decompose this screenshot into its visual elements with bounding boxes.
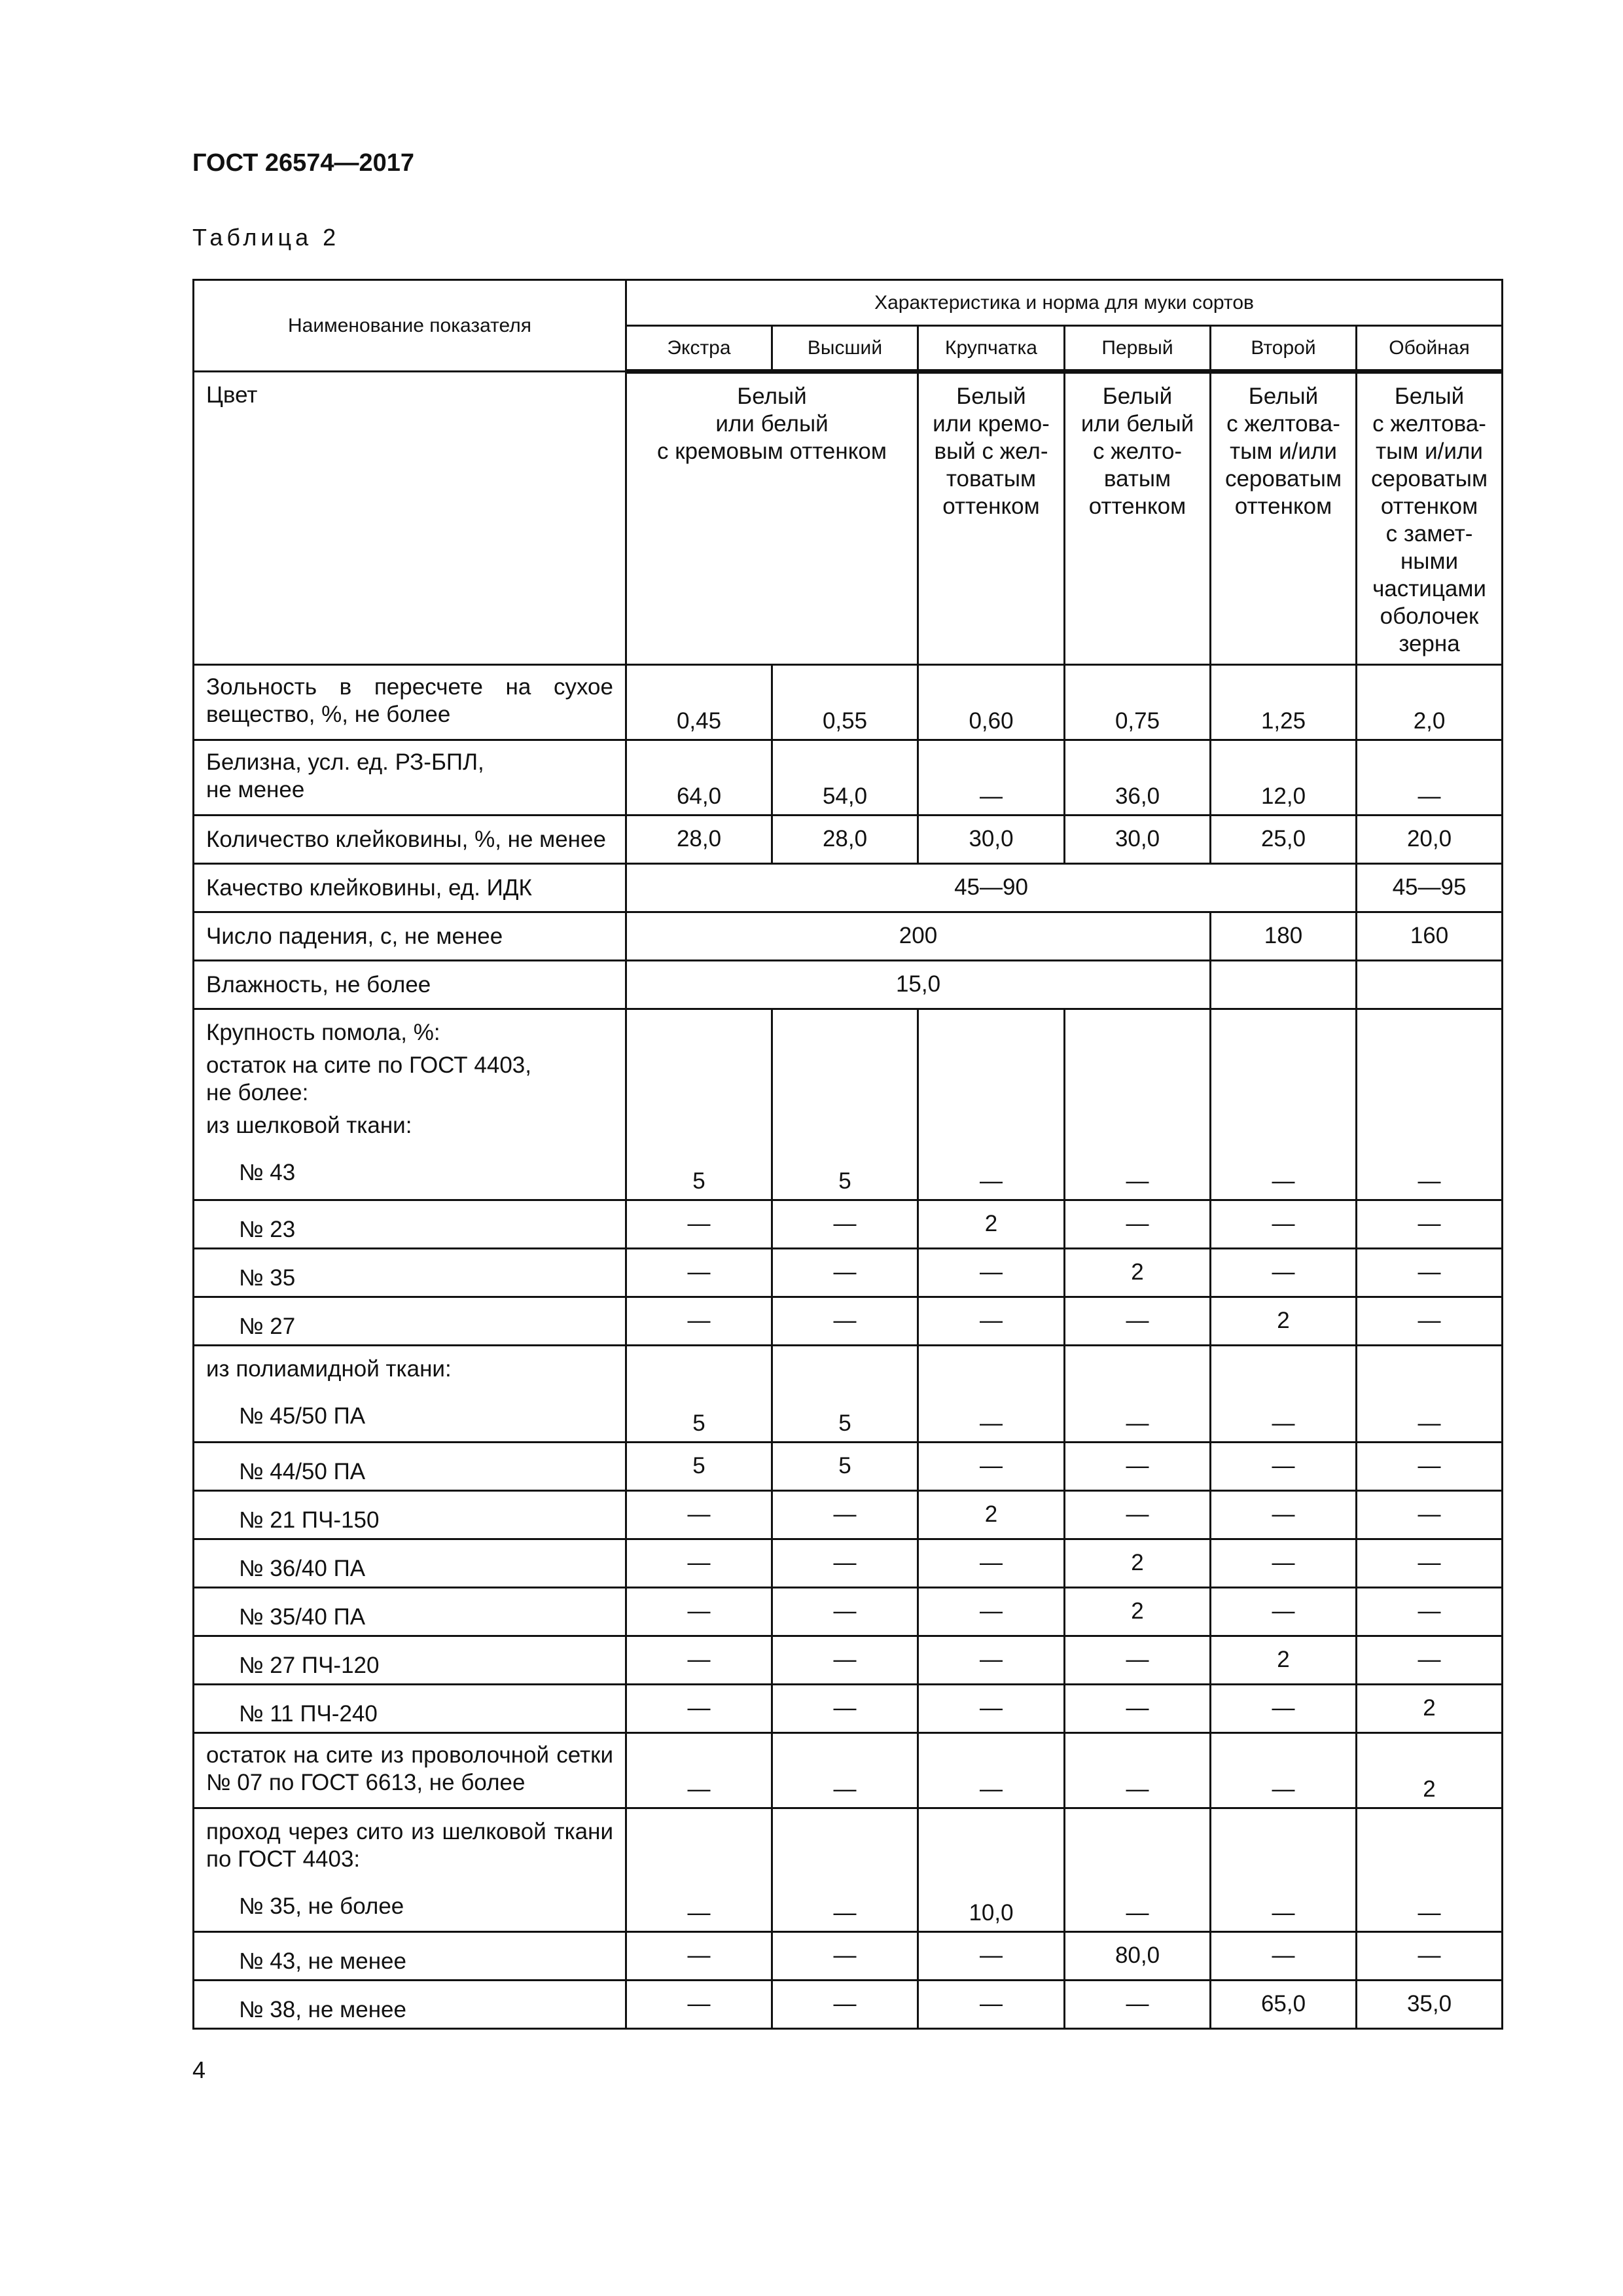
cell-value: — <box>1065 1200 1211 1249</box>
cell-value: 2 <box>918 1200 1065 1249</box>
cell-value: — <box>1357 1297 1503 1346</box>
cell-value: — <box>918 1009 1065 1200</box>
cell-value: — <box>1211 1932 1357 1981</box>
cell-value: — <box>1211 1733 1357 1808</box>
cell-value: — <box>1211 1491 1357 1539</box>
cell-value: 20,0 <box>1357 816 1503 864</box>
cell-value: — <box>1357 1588 1503 1636</box>
cell-value: — <box>772 1636 918 1685</box>
ash-row <box>194 665 1503 740</box>
cell-value: 160 <box>1357 912 1503 961</box>
cell-value: 45—90 <box>626 864 1357 912</box>
cell-value: — <box>772 1297 918 1346</box>
cell-value: — <box>772 1808 918 1932</box>
cell-value: — <box>772 1685 918 1733</box>
cell-value: — <box>1065 1636 1211 1685</box>
cell-value: — <box>1357 1808 1503 1932</box>
row-label <box>194 1346 626 1443</box>
cell-value: — <box>1357 1200 1503 1249</box>
cell-value: 28,0 <box>772 816 918 864</box>
cell-value: — <box>1211 1346 1357 1443</box>
cell-empty <box>1357 961 1503 1009</box>
gluten-quality-row <box>194 864 1503 912</box>
cell-value: 25,0 <box>1211 816 1357 864</box>
row-label: остаток на сите из проволочной сетки № 07 по ГОСТ 6613, не более <box>194 1733 626 1808</box>
silk-subtitle: из шелковой ткани: <box>206 1113 412 1138</box>
grade-header: Высший <box>772 326 918 372</box>
cell-value: 2 <box>1065 1249 1211 1297</box>
cell-value: — <box>1211 1443 1357 1491</box>
cell-value: 35,0 <box>1357 1981 1503 2029</box>
passage-row <box>194 1981 1503 2029</box>
cell-value: — <box>772 1539 918 1588</box>
sieve-label: № 27 ПЧ-120 <box>194 1636 626 1685</box>
flour-quality-table <box>192 279 1503 2030</box>
row-label: Качество клейковины, ед. ИДК <box>194 864 626 912</box>
cell-value: — <box>918 1733 1065 1808</box>
cell-value: — <box>626 1932 772 1981</box>
cell-value: — <box>772 1588 918 1636</box>
sieve-label: № 21 ПЧ-150 <box>194 1491 626 1539</box>
cell-value: — <box>626 1200 772 1249</box>
cell-value: 1,25 <box>1211 665 1357 740</box>
cell-value: — <box>918 1297 1065 1346</box>
row-label: Белизна, усл. ед. РЗ-БПЛ, не менее <box>194 740 626 816</box>
color-value-first: Белый или белый с желто- ватым оттенком <box>1065 372 1211 665</box>
cell-value: — <box>918 1636 1065 1685</box>
grade-header: Крупчатка <box>918 326 1065 372</box>
cell-value: — <box>1357 1009 1503 1200</box>
cell-value: 64,0 <box>626 740 772 816</box>
header-characteristic: Характеристика и норма для муки сортов <box>626 280 1503 326</box>
cell-value: 28,0 <box>626 816 772 864</box>
cell-value: — <box>918 1249 1065 1297</box>
cell-value: — <box>626 1733 772 1808</box>
sieve-label: № 36/40 ПА <box>194 1539 626 1588</box>
row-label: Влажность, не более <box>194 961 626 1009</box>
cell-value: — <box>1357 740 1503 816</box>
grinding-silk-43-row <box>194 1009 1503 1200</box>
cell-value: — <box>1065 1009 1211 1200</box>
sieve-label: № 43 <box>239 1160 296 1185</box>
cell-value: 5 <box>626 1346 772 1443</box>
color-row <box>194 372 1503 665</box>
polyamide-row <box>194 1539 1503 1588</box>
sieve-label: № 35 <box>194 1249 626 1297</box>
cell-value: 30,0 <box>918 816 1065 864</box>
cell-value: — <box>772 1733 918 1808</box>
cell-value: 45—95 <box>1357 864 1503 912</box>
polyamide-row <box>194 1491 1503 1539</box>
polyamide-row <box>194 1685 1503 1733</box>
cell-value: 200 <box>626 912 1211 961</box>
falling-number-row <box>194 912 1503 961</box>
grade-header: Экстра <box>626 326 772 372</box>
cell-value: — <box>1065 1981 1211 2029</box>
cell-value: — <box>1211 1539 1357 1588</box>
cell-value: — <box>1211 1588 1357 1636</box>
residue-line: остаток на сите по ГОСТ 4403, <box>206 1052 531 1078</box>
cell-value: — <box>918 1685 1065 1733</box>
sieve-label: № 35/40 ПА <box>194 1588 626 1636</box>
cell-value: — <box>1065 1346 1211 1443</box>
sieve-label: № 45/50 ПА <box>239 1403 366 1429</box>
cell-value: 0,55 <box>772 665 918 740</box>
cell-value: — <box>918 740 1065 816</box>
cell-value: — <box>1065 1733 1211 1808</box>
cell-value: 180 <box>1211 912 1357 961</box>
cell-value: 0,60 <box>918 665 1065 740</box>
cell-value: — <box>626 1588 772 1636</box>
row-label: Цвет <box>194 372 626 665</box>
cell-value: — <box>1357 1636 1503 1685</box>
document-title: ГОСТ 26574—2017 <box>192 149 415 177</box>
header-row <box>194 280 1503 326</box>
polyamide-row <box>194 1443 1503 1491</box>
color-value-second: Белый с желтова- тым и/или сероватым оттенком <box>1211 372 1357 665</box>
sieve-label: № 38, не менее <box>194 1981 626 2029</box>
cell-value: — <box>1357 1539 1503 1588</box>
cell-value: — <box>626 1491 772 1539</box>
cell-value: — <box>626 1685 772 1733</box>
cell-value: 2 <box>1357 1733 1503 1808</box>
cell-value: — <box>1211 1249 1357 1297</box>
cell-value: — <box>918 1932 1065 1981</box>
page-number: 4 <box>192 2056 206 2083</box>
cell-value: 12,0 <box>1211 740 1357 816</box>
cell-value: — <box>772 1932 918 1981</box>
cell-value: — <box>1065 1443 1211 1491</box>
cell-value: 5 <box>626 1443 772 1491</box>
grade-header: Обойная <box>1357 326 1503 372</box>
cell-value: — <box>626 1297 772 1346</box>
cell-value: — <box>626 1539 772 1588</box>
passage-first-row <box>194 1808 1503 1932</box>
grade-header: Первый <box>1065 326 1211 372</box>
cell-value: — <box>772 1200 918 1249</box>
moisture-row <box>194 961 1503 1009</box>
color-value-krupchatka: Белый или кремо- вый с жел- товатым оттенком <box>918 372 1065 665</box>
cell-value: — <box>626 1249 772 1297</box>
grinding-title: Крупность помола, %: <box>206 1020 440 1045</box>
cell-value: 80,0 <box>1065 1932 1211 1981</box>
sieve-label: № 23 <box>194 1200 626 1249</box>
sieve-label: № 27 <box>194 1297 626 1346</box>
color-value-wholemeal: Белый с желтова- тым и/или сероватым оттенком с замет- ными частицами оболочек зерна <box>1357 372 1503 665</box>
cell-value: — <box>1357 1491 1503 1539</box>
silk-row <box>194 1297 1503 1346</box>
cell-value: 2 <box>1065 1539 1211 1588</box>
cell-value: 2 <box>1065 1588 1211 1636</box>
polyamide-first-row <box>194 1346 1503 1443</box>
cell-value: — <box>1211 1200 1357 1249</box>
row-label: Число падения, с, не менее <box>194 912 626 961</box>
cell-value: — <box>1357 1346 1503 1443</box>
cell-value: — <box>918 1443 1065 1491</box>
cell-value: 30,0 <box>1065 816 1211 864</box>
header-indicator-name: Наименование показателя <box>194 280 626 372</box>
cell-value: 15,0 <box>626 961 1211 1009</box>
cell-value: — <box>918 1346 1065 1443</box>
cell-value: — <box>918 1588 1065 1636</box>
polyamide-row <box>194 1636 1503 1685</box>
cell-value: — <box>1357 1443 1503 1491</box>
cell-value: 5 <box>626 1009 772 1200</box>
wire-sieve-row <box>194 1733 1503 1808</box>
cell-value: 54,0 <box>772 740 918 816</box>
grade-header: Второй <box>1211 326 1357 372</box>
cell-value: — <box>1065 1685 1211 1733</box>
cell-value: — <box>1065 1297 1211 1346</box>
cell-value: 5 <box>772 1443 918 1491</box>
silk-row <box>194 1200 1503 1249</box>
row-label: Количество клейковины, %, не менее <box>194 816 626 864</box>
cell-value: 36,0 <box>1065 740 1211 816</box>
sieve-label: № 35, не более <box>239 1893 404 1919</box>
cell-value: 5 <box>772 1346 918 1443</box>
sieve-label: № 44/50 ПА <box>194 1443 626 1491</box>
cell-value: — <box>626 1808 772 1932</box>
gluten-quantity-row <box>194 816 1503 864</box>
cell-value: — <box>1211 1009 1357 1200</box>
cell-value: — <box>1357 1932 1503 1981</box>
cell-value: — <box>918 1981 1065 2029</box>
table-caption: Таблица 2 <box>192 224 340 251</box>
cell-value: 2 <box>1357 1685 1503 1733</box>
cell-value: — <box>918 1539 1065 1588</box>
passage-row <box>194 1932 1503 1981</box>
cell-value: 2 <box>1211 1636 1357 1685</box>
cell-value: — <box>1065 1491 1211 1539</box>
residue-line: не более: <box>206 1080 309 1105</box>
cell-value: 2 <box>1211 1297 1357 1346</box>
cell-value: — <box>1065 1808 1211 1932</box>
whiteness-row <box>194 740 1503 816</box>
silk-row <box>194 1249 1503 1297</box>
cell-value: 2,0 <box>1357 665 1503 740</box>
cell-value: 0,45 <box>626 665 772 740</box>
sieve-label: № 43, не менее <box>194 1932 626 1981</box>
sieve-label: № 11 ПЧ-240 <box>194 1685 626 1733</box>
cell-empty <box>1211 961 1357 1009</box>
cell-value: 2 <box>918 1491 1065 1539</box>
cell-value: — <box>626 1981 772 2029</box>
cell-value: — <box>1211 1808 1357 1932</box>
polyamide-row <box>194 1588 1503 1636</box>
cell-value: — <box>1357 1249 1503 1297</box>
cell-value: — <box>772 1249 918 1297</box>
color-value-extra-highest: Белый или белый с кремовым оттенком <box>626 372 918 665</box>
cell-value: — <box>1211 1685 1357 1733</box>
polyamide-subtitle: из полиамидной ткани: <box>206 1356 452 1382</box>
cell-value: — <box>772 1981 918 2029</box>
row-label <box>194 1808 626 1932</box>
row-label: Зольность в пересчете на сухое вещество, %, не более <box>194 665 626 740</box>
cell-value: — <box>626 1636 772 1685</box>
cell-value: 10,0 <box>918 1808 1065 1932</box>
row-label <box>194 1009 626 1200</box>
cell-value: 65,0 <box>1211 1981 1357 2029</box>
cell-value: 0,75 <box>1065 665 1211 740</box>
cell-value: 5 <box>772 1009 918 1200</box>
passage-title: проход через сито из шелковой ткани по ГОСТ 4403: <box>206 1819 613 1872</box>
cell-value: — <box>772 1491 918 1539</box>
